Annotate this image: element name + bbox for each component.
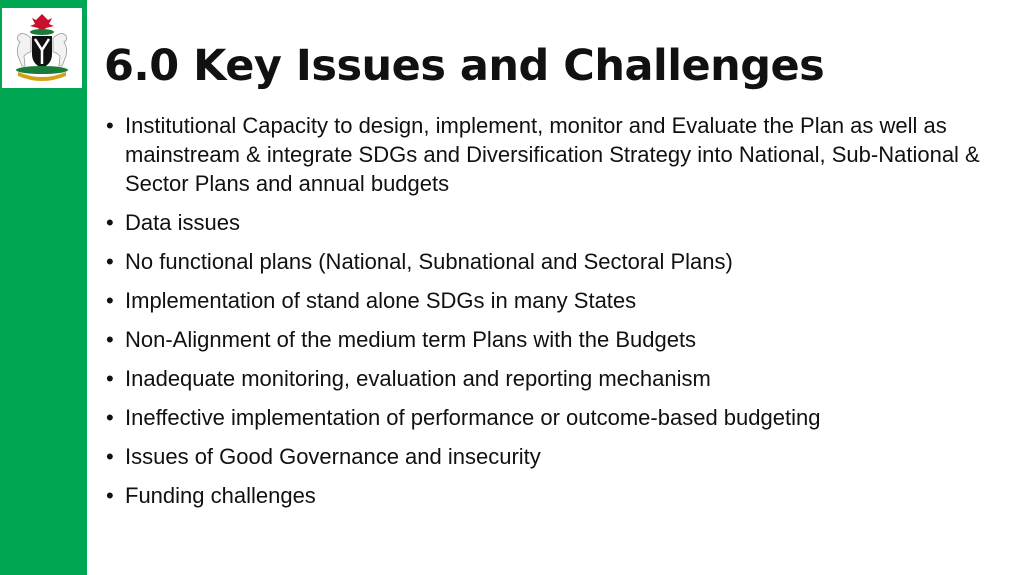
bullet-text: No functional plans (National, Subnational and Sectoral Plans): [125, 249, 733, 274]
bullet-text: Data issues: [125, 210, 240, 235]
page-title: 6.0 Key Issues and Challenges: [104, 41, 825, 91]
bullet-dot: •: [106, 210, 114, 235]
bullet-text: Issues of Good Governance and insecurity: [125, 444, 541, 469]
list-item: [104, 325, 1004, 354]
bullet-text: Funding challenges: [125, 483, 316, 508]
list-item: [104, 442, 1004, 471]
bullet-text: Inadequate monitoring, evaluation and reporting mechanism: [125, 366, 711, 391]
list-item: [104, 247, 1004, 276]
list-item: [104, 286, 1004, 315]
bullet-dot: •: [106, 113, 114, 138]
bullet-dot: •: [106, 405, 114, 430]
bullet-text: Ineffective implementation of performance or outcome-based budgeting: [125, 405, 821, 430]
bullet-dot: •: [106, 288, 114, 313]
bullet-dot: •: [106, 444, 114, 469]
list-item: [104, 208, 1004, 237]
bullet-dot: •: [106, 366, 114, 391]
bullet-list: [104, 111, 1004, 520]
bullet-dot: •: [106, 483, 114, 508]
list-item: [104, 481, 1004, 510]
coat-of-arms-icon: [2, 8, 82, 88]
list-item: [104, 111, 1004, 198]
bullet-text: Institutional Capacity to design, implement, monitor and Evaluate the Plan as well as mainstream & integrate SDGs and Diversification Strategy into National, Sub-National & Sector Plans and annual budgets: [125, 113, 980, 196]
list-item: [104, 403, 1004, 432]
bullet-dot: •: [106, 249, 114, 274]
bullet-dot: •: [106, 327, 114, 352]
list-item: [104, 364, 1004, 393]
bullet-text: Implementation of stand alone SDGs in many States: [125, 288, 637, 313]
bullet-text: Non-Alignment of the medium term Plans with the Budgets: [125, 327, 697, 352]
